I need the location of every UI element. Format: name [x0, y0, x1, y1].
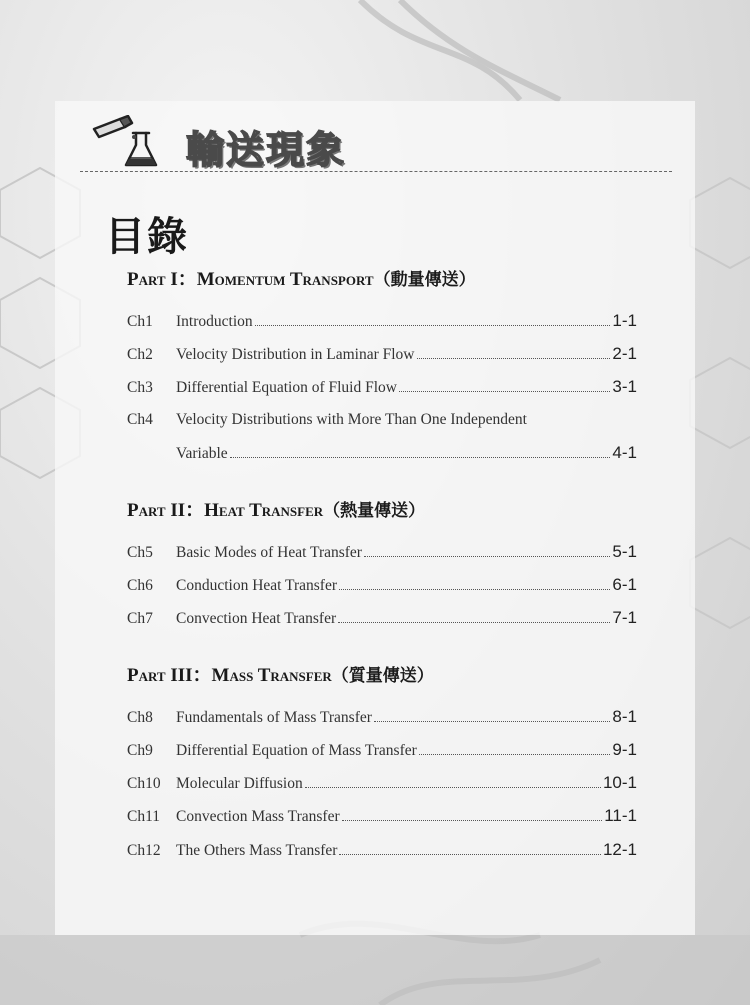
chapter-number: Ch3: [127, 379, 153, 396]
leader-dots: [399, 391, 610, 392]
chapter-title-continued: Variable: [176, 445, 228, 462]
chapter-number: Ch10: [127, 775, 161, 792]
leader-dots: [364, 556, 610, 557]
leader-dots: [374, 721, 611, 722]
part-cn-label: （熱量傳送）: [323, 501, 426, 521]
page-number: 7-1: [612, 608, 637, 627]
part-heading: [127, 660, 434, 687]
part-heading: [127, 495, 425, 522]
part-label: Part III：Mass Transfer: [127, 665, 332, 686]
chapter-title: Velocity Distributions with More Than One Independent: [176, 411, 527, 428]
page-number: 10-1: [602, 773, 637, 792]
chapter-title: Introduction: [176, 313, 253, 330]
chapter-number: Ch6: [127, 577, 153, 594]
toc-entry[interactable]: [127, 707, 637, 729]
leader-dots: [230, 457, 611, 458]
chapter-number: Ch7: [127, 610, 153, 627]
page-number: 4-1: [612, 443, 637, 462]
leader-dots: [305, 787, 601, 788]
leader-dots: [339, 854, 601, 855]
page-number: 6-1: [612, 575, 637, 594]
toc-entry[interactable]: [127, 344, 637, 366]
leader-dots: [339, 589, 610, 590]
toc-entry[interactable]: [127, 377, 637, 399]
chapter-number: Ch2: [127, 346, 153, 363]
page-number: 11-1: [604, 806, 637, 825]
page-number: 3-1: [612, 377, 637, 396]
chapter-number: Ch4: [127, 411, 153, 428]
toc-entry[interactable]: [127, 740, 637, 762]
toc-entry[interactable]: [127, 773, 637, 795]
chapter-number: Ch1: [127, 313, 153, 330]
chapter-title: Molecular Diffusion: [176, 775, 303, 792]
part-heading: [127, 264, 476, 291]
toc-entry[interactable]: [127, 840, 637, 862]
page-number: 9-1: [612, 740, 637, 759]
chapter-title: Basic Modes of Heat Transfer: [176, 544, 362, 561]
leader-dots: [417, 358, 611, 359]
leader-dots: [342, 820, 603, 821]
toc-entry[interactable]: [127, 806, 637, 828]
leader-dots: [255, 325, 611, 326]
page-number: 2-1: [612, 344, 637, 363]
book-title: 輸送現象: [186, 128, 347, 172]
chapter-title: The Others Mass Transfer: [176, 842, 338, 859]
toc-entry[interactable]: [127, 542, 637, 564]
page-number: 1-1: [612, 311, 637, 330]
part-cn-label: （質量傳送）: [331, 666, 434, 686]
toc-title: 目錄: [105, 214, 189, 260]
page-number: 8-1: [612, 707, 637, 726]
flask-icon: [90, 115, 170, 170]
part-cn-label: （動量傳送）: [373, 270, 476, 290]
header-divider: [80, 171, 672, 172]
chapter-title: Conduction Heat Transfer: [176, 577, 338, 594]
chapter-number: Ch8: [127, 709, 153, 726]
page-number: 12-1: [602, 840, 637, 859]
toc-entry[interactable]: [127, 608, 637, 630]
leader-dots: [419, 754, 611, 755]
toc-entry[interactable]: [127, 311, 637, 333]
chapter-title: Differential Equation of Mass Transfer: [176, 742, 417, 759]
part-label: Part II：Heat Transfer: [127, 500, 324, 521]
chapter-title: Velocity Distribution in Laminar Flow: [176, 346, 415, 363]
leader-dots: [338, 622, 610, 623]
toc-entry[interactable]: [127, 411, 637, 433]
page-number: 5-1: [612, 542, 637, 561]
chapter-title: Convection Heat Transfer: [176, 610, 337, 627]
toc-entry-continuation[interactable]: [127, 443, 637, 465]
chapter-number: Ch11: [127, 808, 161, 825]
chapter-title: Differential Equation of Fluid Flow: [176, 379, 397, 396]
part-label: Part I：Momentum Transport: [127, 269, 374, 290]
chapter-number: Ch5: [127, 544, 153, 561]
chapter-title: Convection Mass Transfer: [176, 808, 340, 825]
chapter-number: Ch12: [127, 842, 161, 859]
toc-entry[interactable]: [127, 575, 637, 597]
chapter-number: Ch9: [127, 742, 153, 759]
chapter-title: Fundamentals of Mass Transfer: [176, 709, 372, 726]
